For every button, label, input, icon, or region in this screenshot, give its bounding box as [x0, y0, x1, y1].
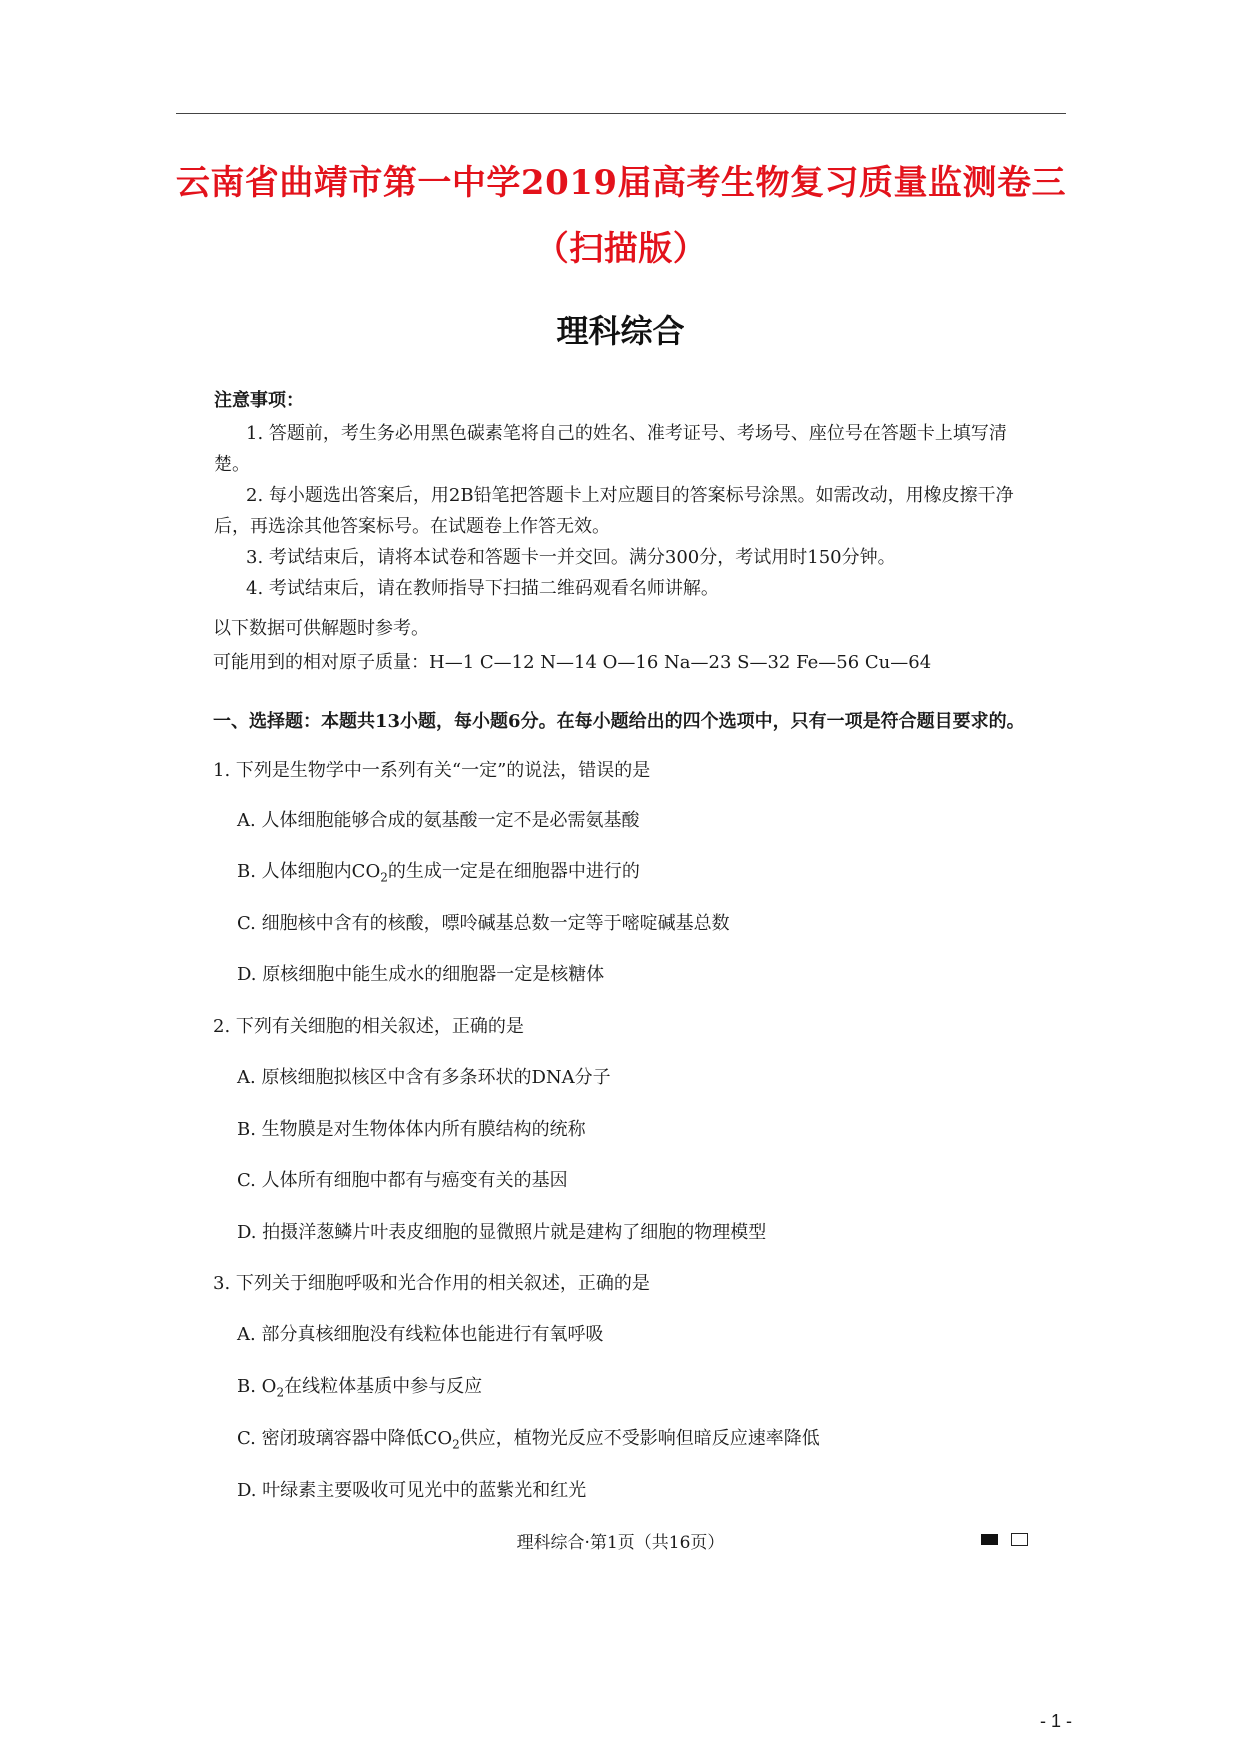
option-text: C. 密闭玻璃容器中降低CO	[237, 1428, 453, 1449]
option-c: C. 细胞核中含有的核酸，嘌呤碱基总数一定等于嘧啶碱基总数	[237, 913, 730, 934]
document-title: 云南省曲靖市第一中学2019届高考生物复习质量监测卷三（扫描版）	[175, 163, 1067, 269]
subscript: 2	[276, 1385, 285, 1400]
option-b: B. 生物膜是对生物体体内所有膜结构的统称	[237, 1119, 586, 1140]
section-heading: 一、选择题：本题共13小题，每小题6分。在每小题给出的四个选项中，只有一项是符合题目要求的。	[213, 711, 1025, 732]
option-c	[237, 1424, 820, 1452]
option-d: D. 原核细胞中能生成水的细胞器一定是核糖体	[237, 964, 605, 985]
option-b	[237, 1372, 482, 1400]
notice-item: 2. 每小题选出答案后，用2B铅笔把答题卡上对应题目的答案标号涂黑。如需改动，用橡皮擦干净后，再选涂其他答案标号。在试题卷上作答无效。	[214, 485, 1014, 537]
notice-item: 3. 考试结束后，请将本试卷和答题卡一并交回。满分300分，考试用时150分钟。	[246, 547, 896, 568]
option-text: 的生成一定是在细胞器中进行的	[387, 861, 640, 882]
reference-block	[213, 612, 931, 680]
subscript: 2	[380, 870, 388, 885]
option-text: B. 人体细胞内CO	[237, 861, 381, 882]
question-stem: 1. 下列是生物学中一系列有关“一定”的说法，错误的是	[213, 760, 651, 781]
atomic-mass-line: 可能用到的相对原子质量：H—1 C—12 N—14 O—16 Na—23 S—32 Fe—56 Cu—64	[213, 652, 932, 673]
notice-item: 4. 考试结束后，请在教师指导下扫描二维码观看名师讲解。	[246, 578, 719, 599]
notice-item: 1. 答题前，考生务必用黑色碳素笔将自己的姓名、准考证号、考场号、座位号在答题卡上填写清楚。	[214, 423, 1007, 475]
option-d: D. 叶绿素主要吸收可见光中的蓝紫光和红光	[237, 1480, 587, 1501]
notice-block	[214, 385, 1034, 604]
page-number: - 1 -	[1040, 1711, 1073, 1731]
top-rule	[176, 113, 1066, 114]
notice-heading: 注意事项：	[214, 390, 304, 411]
reference-line: 以下数据可供解题时参考。	[213, 618, 429, 639]
option-a: A. 原核细胞拟核区中含有多条环状的DNA分子	[237, 1067, 611, 1088]
option-text: 在线粒体基质中参与反应	[284, 1376, 483, 1397]
exam-title: 理科综合	[556, 312, 685, 350]
option-a: A. 人体细胞能够合成的氨基酸一定不是必需氨基酸	[237, 810, 640, 831]
option-text: B. O	[237, 1376, 277, 1397]
subscript: 2	[452, 1437, 460, 1452]
white-square-mark	[1011, 1533, 1028, 1546]
question-stem: 2. 下列有关细胞的相关叙述，正确的是	[213, 1016, 524, 1037]
option-d: D. 拍摄洋葱鳞片叶表皮细胞的显微照片就是建构了细胞的物理模型	[237, 1222, 767, 1243]
option-c: C. 人体所有细胞中都有与癌变有关的基因	[237, 1170, 568, 1191]
option-a: A. 部分真核细胞没有线粒体也能进行有氧呼吸	[237, 1324, 604, 1345]
page-footer: 理科综合·第1页（共16页）	[516, 1533, 725, 1553]
question-stem: 3. 下列关于细胞呼吸和光合作用的相关叙述，正确的是	[213, 1273, 650, 1294]
option-b	[237, 857, 640, 885]
option-text: 供应，植物光反应不受影响但暗反应速率降低	[459, 1428, 820, 1449]
black-square-mark	[981, 1534, 998, 1545]
